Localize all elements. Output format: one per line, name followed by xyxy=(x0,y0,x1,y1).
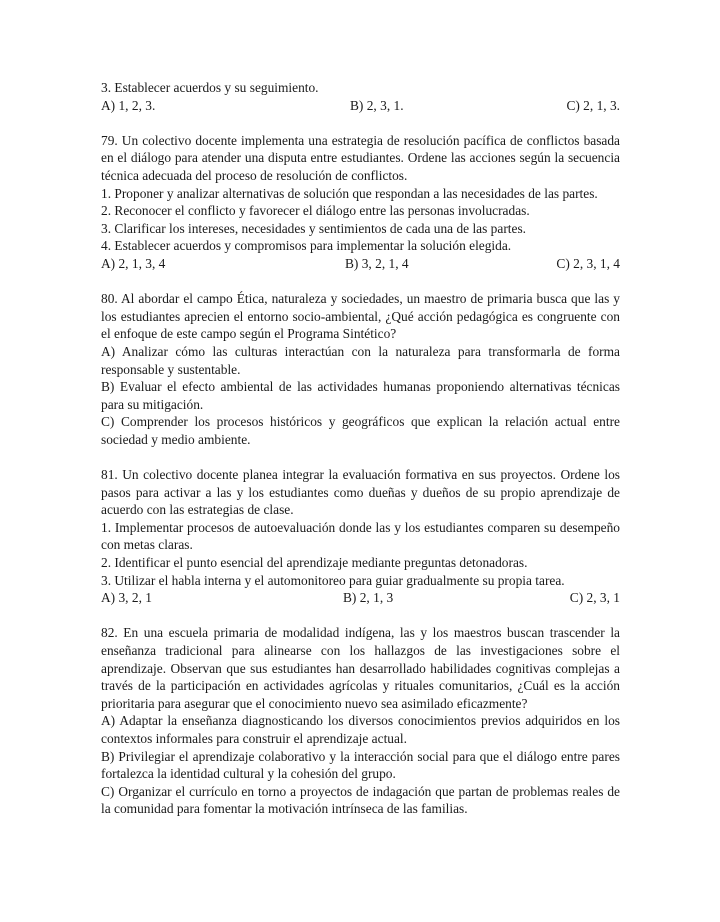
q78-item-3: 3. Establecer acuerdos y su seguimiento. xyxy=(101,80,319,95)
q79-option-b: B) 3, 2, 1, 4 xyxy=(345,255,409,271)
q78-options xyxy=(101,97,620,115)
question-80 xyxy=(101,290,620,448)
q82-stem: 82. En una escuela primaria de modalidad indígena, las y los maestros buscan trascender la enseñanza tradicional para alinearse con los hallazgos de las investigaciones sobre el aprendizaje. Observan que sus estudiantes han desarrollado habilidades cognitivas complejas a través de la participación en actividades agrícolas y rituales comunitarios, ¿Cuál es la acción prioritaria para asegurar que el conocimiento nuevo sea asimilado eficazmente? xyxy=(101,625,620,711)
q81-options xyxy=(101,589,620,607)
q82-option-c: C) Organizar el currículo en torno a proyectos de indagación que partan de problemas reales de la comunidad para fomentar la motivación intrínseca de las familias. xyxy=(101,783,620,817)
q79-item-1: 1. Proponer y analizar alternativas de solución que respondan a las necesidades de las partes. xyxy=(101,185,598,201)
q81-stem: 81. Un colectivo docente planea integrar la evaluación formativa en sus proyectos. Ordene los pasos para activar a las y los estudiantes como dueñas y dueños de su propio aprendizaje de acuerdo con las estrategias de clase. xyxy=(101,467,620,518)
q78-option-a: A) 1, 2, 3. xyxy=(101,97,156,113)
q79-options xyxy=(101,255,620,273)
q80-option-a: A) Analizar cómo las culturas interactúan con la naturaleza para transformarla de forma responsable y sustentable. xyxy=(101,343,620,377)
q82-option-a: A) Adaptar la enseñanza diagnosticando los diversos conocimientos previos adquiridos en los contextos informales para construir el aprendizaje actual. xyxy=(101,713,620,746)
q79-item-3: 3. Clarificar los intereses, necesidades y sentimientos de cada una de las partes. xyxy=(101,220,527,236)
q81-option-a: A) 3, 2, 1 xyxy=(101,590,152,606)
question-78-tail xyxy=(101,79,620,114)
document-page xyxy=(101,79,620,818)
q78-option-b: B) 2, 3, 1. xyxy=(350,97,404,113)
q80-option-c: C) Comprender los procesos históricos y geográficos que explican la relación actual entre sociedad y medio ambiente. xyxy=(101,414,620,447)
q79-option-c: C) 2, 3, 1, 4 xyxy=(556,255,620,271)
q79-item-2: 2. Reconocer el conflicto y favorecer el diálogo entre las personas involucradas. xyxy=(101,203,530,219)
question-79 xyxy=(101,132,620,273)
q81-option-c: C) 2, 3, 1 xyxy=(569,590,620,606)
q79-stem: 79. Un colectivo docente implementa una estrategia de resolución pacífica de conflictos basada en el diálogo para atender una disputa entre estudiantes. Ordene las acciones según la secuencia técnica adecuada del proceso de resolución de conflictos. xyxy=(101,132,620,183)
q81-item-1: 1. Implementar procesos de autoevaluación donde las y los estudiantes comparen su desempeño con metas claras. xyxy=(101,519,620,553)
q81-item-3: 3. Utilizar el habla interna y el automonitoreo para guiar gradualmente su propia tarea. xyxy=(101,572,565,588)
q80-option-b: B) Evaluar el efecto ambiental de las actividades humanas proponiendo alternativas técnicas para su mitigación. xyxy=(101,379,620,412)
question-81 xyxy=(101,466,620,607)
q78-option-c: C) 2, 1, 3. xyxy=(566,97,620,113)
q79-option-a: A) 2, 1, 3, 4 xyxy=(101,255,166,271)
q80-stem: 80. Al abordar el campo Ética, naturaleza y sociedades, un maestro de primaria busca que las y los estudiantes aprecien el entorno socio-ambiental, ¿Qué acción pedagógica es congruente con el enfoque de este campo según el Programa Sintético? xyxy=(101,291,620,342)
q82-option-b: B) Privilegiar el aprendizaje colaborativo y la interacción social para que el diálogo entre pares fortalezca la identidad cultural y la cohesión del grupo. xyxy=(101,748,620,782)
question-82 xyxy=(101,624,620,818)
q79-item-4: 4. Establecer acuerdos y compromisos para implementar la solución elegida. xyxy=(101,238,512,254)
q81-item-2: 2. Identificar el punto esencial del aprendizaje mediante preguntas detonadoras. xyxy=(101,555,528,571)
q81-option-b: B) 2, 1, 3 xyxy=(343,590,394,606)
